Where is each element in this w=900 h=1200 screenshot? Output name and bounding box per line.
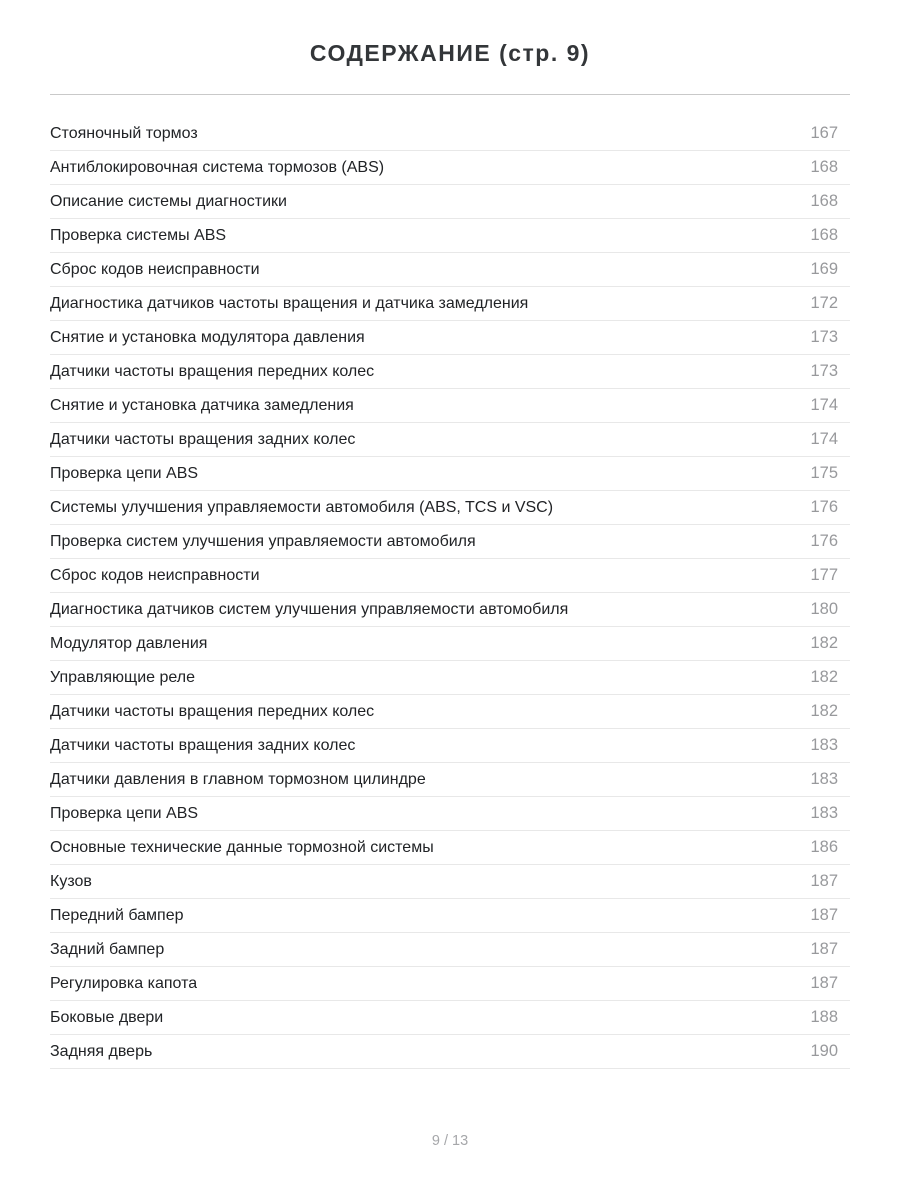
toc-row[interactable] bbox=[50, 763, 850, 797]
toc-entry-title: Датчики частоты вращения передних колес bbox=[50, 362, 375, 380]
toc-entry-page-number: 186 bbox=[810, 838, 838, 856]
toc-entry-page-number: 168 bbox=[810, 192, 838, 210]
toc-entry-title: Снятие и установка датчика замедления bbox=[50, 396, 354, 414]
toc-row[interactable] bbox=[50, 287, 850, 321]
toc-row[interactable] bbox=[50, 219, 850, 253]
toc-row[interactable] bbox=[50, 355, 850, 389]
toc-entry-page-number: 180 bbox=[810, 600, 838, 618]
toc-entry-page-number: 187 bbox=[810, 940, 838, 958]
toc-entry-title: Модулятор давления bbox=[50, 634, 208, 652]
toc-entry-title: Диагностика датчиков частоты вращения и датчика замедления bbox=[50, 294, 529, 312]
toc-entry-page-number: 183 bbox=[810, 770, 838, 788]
toc-row[interactable] bbox=[50, 525, 850, 559]
page-title: СОДЕРЖАНИЕ (стр. 9) bbox=[309, 40, 591, 66]
toc-entry-page-number: 182 bbox=[810, 702, 838, 720]
toc-entry-title: Проверка систем улучшения управляемости автомобиля bbox=[50, 532, 476, 550]
toc-row[interactable] bbox=[50, 695, 850, 729]
toc-row[interactable] bbox=[50, 831, 850, 865]
toc-row[interactable] bbox=[50, 117, 850, 151]
toc-entry-title: Датчики частоты вращения передних колес bbox=[50, 702, 375, 720]
toc-entry-title: Датчики давления в главном тормозном цилиндре bbox=[50, 770, 426, 788]
toc-row[interactable] bbox=[50, 797, 850, 831]
toc-row[interactable] bbox=[50, 593, 850, 627]
toc-entry-page-number: 173 bbox=[810, 328, 838, 346]
toc-entry-title: Управляющие реле bbox=[50, 668, 195, 686]
toc-row[interactable] bbox=[50, 967, 850, 1001]
toc-entry-title: Стояночный тормоз bbox=[50, 124, 198, 142]
toc-row[interactable] bbox=[50, 729, 850, 763]
toc-row[interactable] bbox=[50, 491, 850, 525]
title-divider bbox=[50, 94, 850, 95]
toc-entry-page-number: 183 bbox=[810, 736, 838, 754]
toc-row[interactable] bbox=[50, 865, 850, 899]
toc-entry-title: Проверка цепи ABS bbox=[50, 804, 199, 822]
toc-row[interactable] bbox=[50, 933, 850, 967]
toc-entry-page-number: 172 bbox=[810, 294, 838, 312]
toc-entry-page-number: 187 bbox=[810, 872, 838, 890]
toc-entry-page-number: 183 bbox=[810, 804, 838, 822]
toc-entry-page-number: 175 bbox=[810, 464, 838, 482]
toc-entry-page-number: 176 bbox=[810, 532, 838, 550]
toc-entry-title: Датчики частоты вращения задних колес bbox=[50, 430, 356, 448]
toc-entry-title: Сброс кодов неисправности bbox=[50, 566, 260, 584]
toc-entry-title: Основные технические данные тормозной системы bbox=[50, 838, 434, 856]
toc-entry-page-number: 176 bbox=[810, 498, 838, 516]
toc-row[interactable] bbox=[50, 151, 850, 185]
toc-entry-page-number: 182 bbox=[810, 634, 838, 652]
toc-entry-title: Снятие и установка модулятора давления bbox=[50, 328, 365, 346]
toc-row[interactable] bbox=[50, 253, 850, 287]
toc-entry-page-number: 188 bbox=[810, 1008, 838, 1026]
toc-entry-page-number: 169 bbox=[810, 260, 838, 278]
toc-entry-title: Датчики частоты вращения задних колес bbox=[50, 736, 356, 754]
toc-entry-page-number: 174 bbox=[810, 396, 838, 414]
toc-row[interactable] bbox=[50, 423, 850, 457]
page-indicator: 9 / 13 bbox=[431, 1133, 469, 1149]
toc-entry-title: Регулировка капота bbox=[50, 974, 198, 992]
toc-entry-title: Проверка системы ABS bbox=[50, 226, 227, 244]
toc-entry-page-number: 168 bbox=[810, 158, 838, 176]
toc-row[interactable] bbox=[50, 627, 850, 661]
toc-entry-page-number: 190 bbox=[810, 1042, 838, 1060]
toc-entry-page-number: 177 bbox=[810, 566, 838, 584]
toc-row[interactable] bbox=[50, 389, 850, 423]
toc-entry-title: Задняя дверь bbox=[50, 1042, 153, 1060]
toc-entry-page-number: 187 bbox=[810, 974, 838, 992]
toc-entry-page-number: 173 bbox=[810, 362, 838, 380]
toc-row[interactable] bbox=[50, 185, 850, 219]
toc-entry-title: Боковые двери bbox=[50, 1008, 164, 1026]
toc-entry-title: Задний бампер bbox=[50, 940, 165, 958]
toc-row[interactable] bbox=[50, 899, 850, 933]
toc-entry-title: Кузов bbox=[50, 872, 92, 890]
toc-list bbox=[50, 117, 850, 1069]
toc-entry-page-number: 168 bbox=[810, 226, 838, 244]
toc-row[interactable] bbox=[50, 457, 850, 491]
toc-entry-title: Системы улучшения управляемости автомобиля (ABS, TCS и VSC) bbox=[50, 498, 554, 516]
toc-entry-title: Диагностика датчиков систем улучшения управляемости автомобиля bbox=[50, 600, 569, 618]
toc-row[interactable] bbox=[50, 321, 850, 355]
toc-entry-title: Сброс кодов неисправности bbox=[50, 260, 260, 278]
toc-entry-page-number: 187 bbox=[810, 906, 838, 924]
toc-entry-title: Проверка цепи ABS bbox=[50, 464, 199, 482]
toc-entry-page-number: 182 bbox=[810, 668, 838, 686]
toc-entry-title: Описание системы диагностики bbox=[50, 192, 287, 210]
toc-row[interactable] bbox=[50, 661, 850, 695]
toc-row[interactable] bbox=[50, 1035, 850, 1069]
toc-entry-page-number: 167 bbox=[810, 124, 838, 142]
toc-row[interactable] bbox=[50, 559, 850, 593]
toc-entry-title: Антиблокировочная система тормозов (ABS) bbox=[50, 158, 385, 176]
toc-row[interactable] bbox=[50, 1001, 850, 1035]
toc-entry-page-number: 174 bbox=[810, 430, 838, 448]
toc-entry-title: Передний бампер bbox=[50, 906, 184, 924]
